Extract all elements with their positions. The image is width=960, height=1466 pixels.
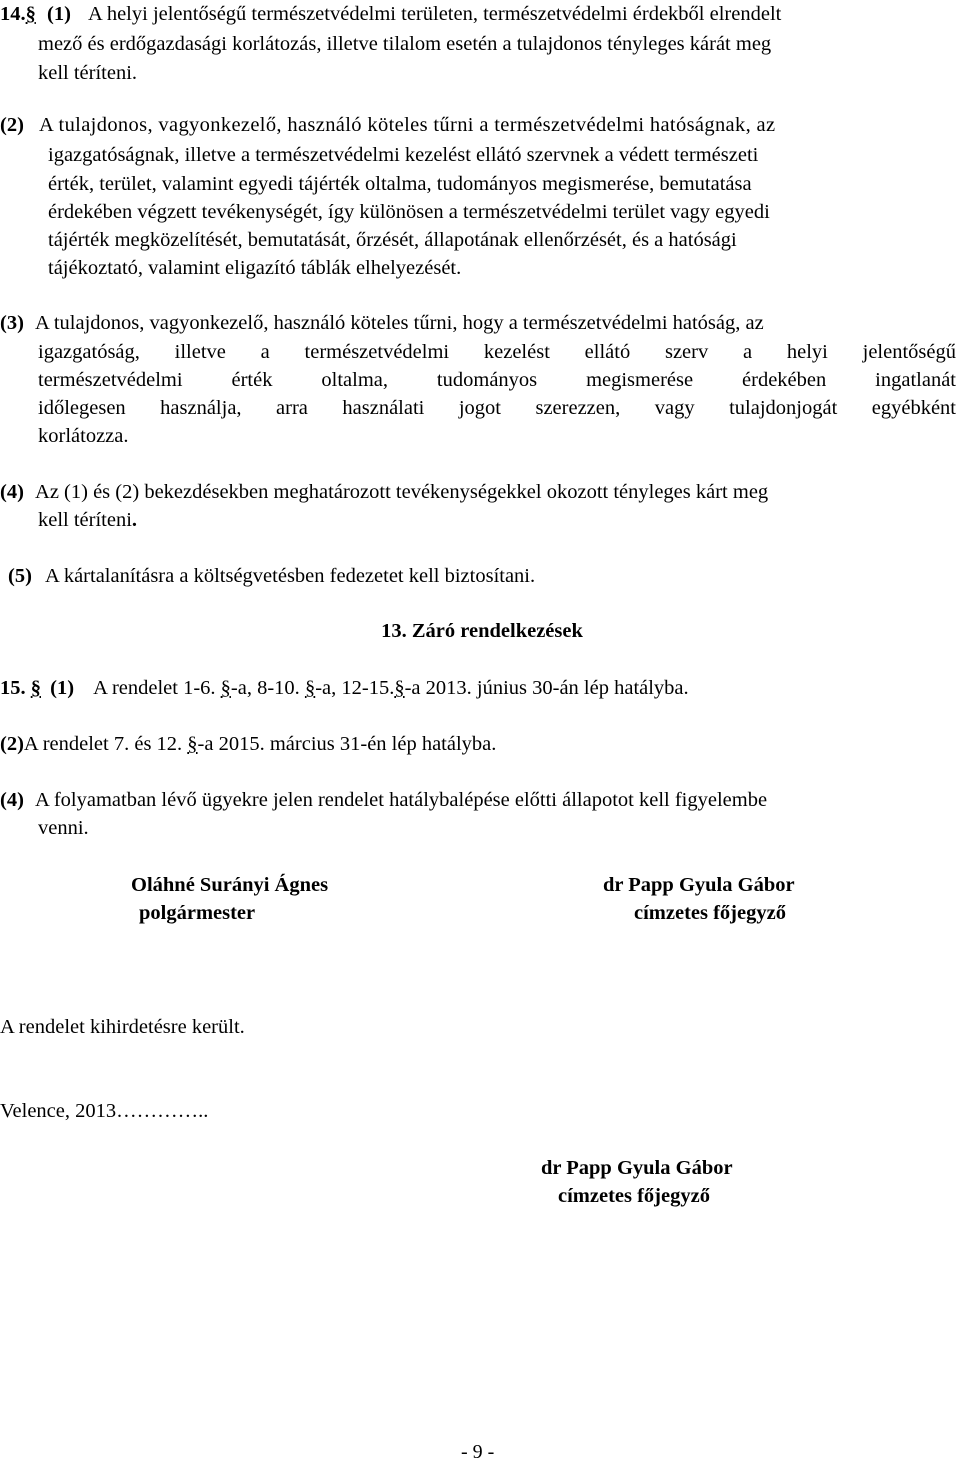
- section-heading: [0, 617, 960, 645]
- sec14-p2-line3: érték, terület, valamint egyedi tájérték oltalma, tudományos megismerése, bemutatása: [48, 173, 752, 195]
- paragraph-text: Az (1) és (2) bekezdésekben meghatározott tevékenységekkel okozott tényleges kárt meg: [35, 481, 769, 503]
- sec14-p2-line2: igazgatóságnak, illetve a természetvédelmi kezelést ellátó szervnek a védett természeti: [48, 144, 759, 166]
- signer-title: címzetes főjegyző: [558, 1185, 710, 1207]
- section-number: 14.: [0, 3, 26, 25]
- paragraph-text: A tulajdonos, vagyonkezelő, használó köteles tűrni, hogy a természetvédelmi hatóság, az: [35, 312, 764, 334]
- sec14-p2-line1: [0, 111, 775, 139]
- sec15-p4-line2: venni.: [38, 817, 89, 839]
- paragraph-text: -a, 12-15.: [315, 677, 395, 699]
- paragraph-sign: §: [30, 677, 41, 699]
- sec14-p3-line5: korlátozza.: [38, 425, 129, 447]
- period: .: [131, 509, 138, 531]
- paragraph-text: A tulajdonos, vagyonkezelő, használó köteles tűrni a természetvédelmi hatóságnak, az: [39, 114, 776, 136]
- signer-title: címzetes főjegyző: [634, 902, 786, 924]
- paragraph-text: -a 2015. március 31-én lép hatályba.: [197, 733, 497, 755]
- signer-name: dr Papp Gyula Gábor: [603, 874, 795, 896]
- paragraph-label: (4): [0, 481, 24, 503]
- paragraph-label: (4): [0, 789, 24, 811]
- paragraph-sign: §: [394, 677, 405, 699]
- announcement: A rendelet kihirdetésre került.: [0, 1016, 245, 1038]
- paragraph-sign: §: [304, 677, 316, 699]
- sec14-p1-line3: kell téríteni.: [38, 62, 138, 84]
- sec14-p2-line4: érdekében végzett tevékenységét, így különösen a természetvédelmi terület vagy egyedi: [48, 201, 770, 223]
- paragraph-label: (1): [47, 3, 71, 25]
- paragraph-sign: §: [187, 733, 198, 755]
- signer-left-name: [131, 871, 328, 899]
- signer-left-title: [139, 899, 255, 927]
- sec14-p3-line2: igazgatóság, illetve a természetvédelmi kezelést ellátó szerv a helyi jelentőségű: [38, 341, 956, 363]
- sec15-p1: [0, 674, 689, 702]
- sec14-p2-line6: tájékoztató, valamint eligazító táblák elhelyezését.: [48, 257, 462, 279]
- paragraph-text: A rendelet 1-6.: [93, 677, 216, 699]
- signer-right-name: [603, 871, 795, 899]
- signer-name: dr Papp Gyula Gábor: [541, 1157, 733, 1179]
- paragraph-label: (2): [0, 114, 24, 136]
- place-date: Velence, 2013…………..: [0, 1100, 209, 1122]
- page-number: - 9 -: [461, 1441, 495, 1463]
- paragraph-text: -a 2013. június 30-án lép hatályba.: [404, 677, 689, 699]
- paragraph-text: A folyamatban lévő ügyekre jelen rendelet hatálybalépése előtti állapotot kell figyelembe: [35, 789, 768, 811]
- sec14-p3-line3: természetvédelmi érték oltalma, tudományos megismerése érdekében ingatlanát: [38, 369, 956, 391]
- signer-title: polgármester: [139, 902, 256, 924]
- sec14-p4-line1: [0, 478, 768, 506]
- signer-name: Oláhné Surányi Ágnes: [131, 874, 329, 896]
- sec14-p3-line1: [0, 309, 764, 337]
- sec14-p4-line2: [38, 506, 137, 534]
- sec14-p3-line4: időlegesen használja, arra használati jogot szerezzen, vagy tulajdonjogát egyébként: [38, 397, 956, 419]
- paragraph-sign: §: [25, 3, 36, 25]
- section-number: 15.: [0, 677, 26, 699]
- final-signer-name: [541, 1154, 733, 1182]
- sec14-p1-line2: mező és erdőgazdasági korlátozás, illetve tilalom esetén a tulajdonos tényleges kárát meg: [38, 33, 772, 55]
- sec14-p5: [8, 562, 535, 590]
- paragraph-label: (1): [50, 677, 75, 699]
- paragraph-sign: §: [220, 677, 231, 699]
- sec14-p2-line5: tájérték megközelítését, bemutatását, őrzését, állapotának ellenőrzését, és a hatósági: [48, 229, 737, 251]
- paragraph-text: A helyi jelentőségű természetvédelmi területen, természetvédelmi érdekből elrendelt: [88, 3, 782, 25]
- paragraph-label: (3): [0, 312, 24, 334]
- sec15-p2: [0, 730, 496, 758]
- final-signer-title: [558, 1182, 710, 1210]
- sec14-p1-line1: [0, 0, 781, 28]
- paragraph-text: kell téríteni: [38, 509, 132, 531]
- paragraph-label: (2): [0, 733, 24, 755]
- paragraph-text: -a, 8-10.: [230, 677, 300, 699]
- sec15-p4-line1: [0, 786, 767, 814]
- paragraph-text: A kártalanításra a költségvetésben fedezetet kell biztosítani.: [45, 565, 536, 587]
- signer-right-title: [634, 899, 786, 927]
- heading-text: 13. Záró rendelkezések: [381, 620, 583, 642]
- paragraph-label: (5): [8, 565, 32, 587]
- paragraph-text: A rendelet 7. és 12.: [23, 733, 183, 755]
